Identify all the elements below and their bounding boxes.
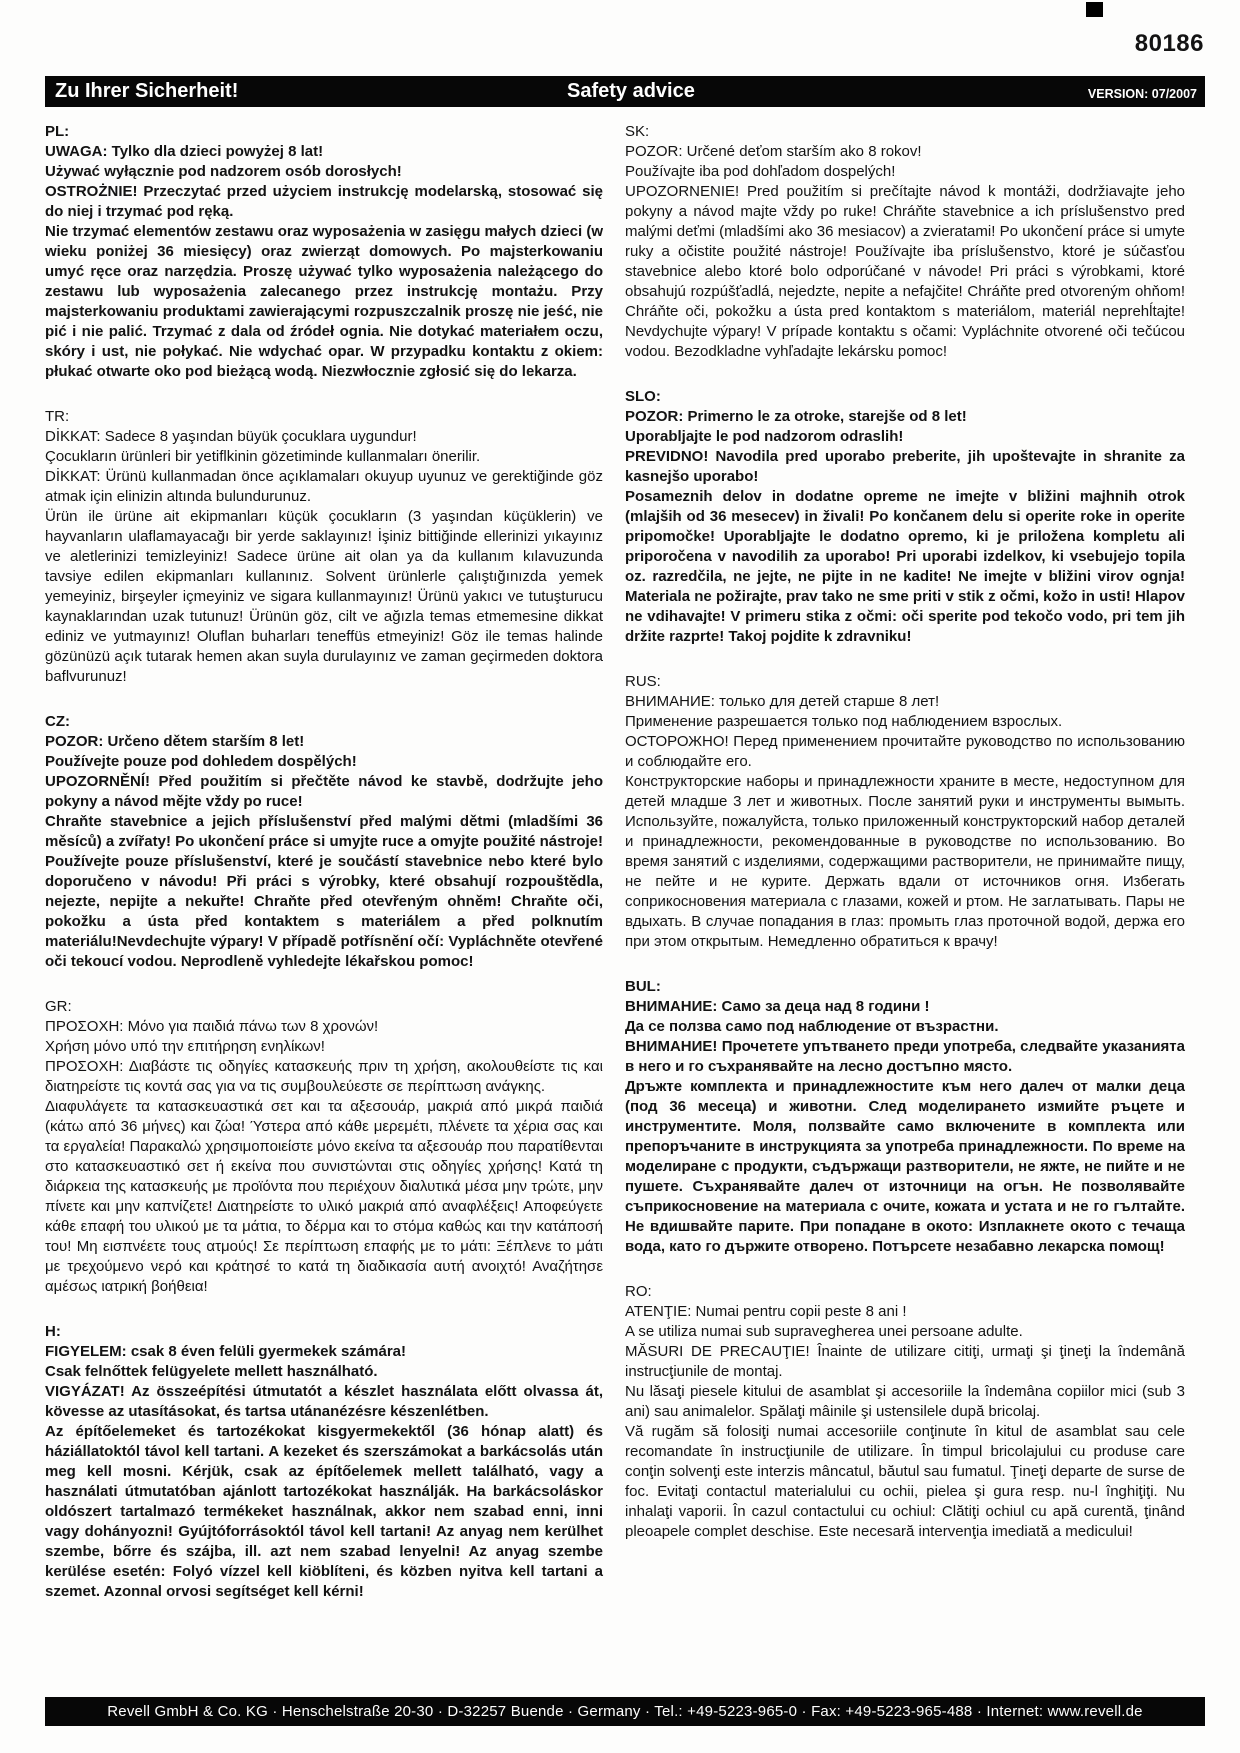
section-gr xyxy=(45,997,603,1297)
header-title-english: Safety advice xyxy=(567,80,695,102)
safety-paragraph: Posameznih delov in dodatne opreme ne imejte v bližini majhnih otrok (mlajših od 36 mesecev) in živali! Po končanem delu si operite roke in operite pripomočke! Uporabljajte le dodatno opremo, ki je priložena kompletu ali priporočena v navodilih za uporabo! Pri uporabi izdelkov, ki vsebujejo topila oz. razredčila, ne jejte, ne pijte in ne kadite! Ne imejte v bližini virov ognja! Materiala ne požirajte, prav tako ne sme priti v stik z očmi, kožo in usti! Hlapov ne vdihavajte! V primeru stika z očmi: oči sperite pod tekočo vodo, pri tem jih držite razprte! Takoj pojdite k zdravniku! xyxy=(625,488,1185,645)
safety-paragraph: Používejte pouze pod dohledem dospělých! xyxy=(45,753,357,770)
safety-paragraph: Chraňte stavebnice a jejich příslušenství před malými dětmi (mladšími 36 měsíců) a zvířaty! Po ukončení práce si umyjte ruce a omyjte použité nástroje! Používejte pouze příslušenství, které je součástí stavebnice nebo které bylo doporučeno v návodu! Při práci s výrobky, které obsahují rozpouštědla, nejezte, nepijte a nekuřte! Chraňte před otevřeným ohněm! Chraňte oči, pokožku a ústa před kontaktem s materiálem a před polknutím materiálu!Nevdechujte výpary! V případě potřísnění očí: Vypláchněte otevřené oči tekoucí vodou. Neprodleně vyhledejte lékařskou pomoc! xyxy=(45,813,603,970)
kit-number: 80186 xyxy=(1134,30,1204,57)
safety-paragraph: ВНИМАНИЕ: Само за деца над 8 години ! xyxy=(625,998,930,1015)
safety-paragraph: Да се ползва само под наблюдение от възрастни. xyxy=(625,1018,999,1035)
safety-paragraph: VIGYÁZAT! Az összeépítési útmutatót a készlet használata előtt olvassa át, kövesse az utasításokat, és tartsa utánanézésre készenlétben. xyxy=(45,1383,603,1420)
section-tr xyxy=(45,407,603,687)
header-bar xyxy=(45,76,1205,107)
safety-paragraph: ОСТОРОЖНО! Перед применением прочитайте руководство по использованию и соблюдайте его. xyxy=(625,733,1185,770)
safety-paragraph: Дръжте комплекта и принадлежностите към него далеч от малки деца (под 36 месеца) и животни. След моделирането измийте ръцете и инструментите. Моля, ползвайте само включените в комплекта или препоръчаните в инструкцията за употреба принадлежности. По време на моделиране с продукти, съдържащи разтворители, не яжте, не пийте и не пушете. Съхранявайте далеч от източници на огън. Не позволявайте съприкосновение на материала с очите, кожата и устата и не го гълтайте. Не вдишвайте парите. При попадане в окото: Изплакнете окото с течаща вода, като го държите отворено. Потърсете незабавно лекарска помощ! xyxy=(625,1078,1185,1255)
section-slo xyxy=(625,387,1185,647)
safety-paragraph: Χρήση μόνο υπό την επιτήρηση ενηλίκων! xyxy=(45,1038,325,1055)
safety-paragraph: ВНИМАНИЕ: только для детей старше 8 лет! xyxy=(625,693,940,710)
safety-paragraph: MĂSURI DE PRECAUŢIE! Înainte de utilizare citiţi, urmaţi şi ţineţi la îndemână instrucţiunile de montaj. xyxy=(625,1343,1185,1380)
safety-paragraph: ATENŢIE: Numai pentru copii peste 8 ani ! xyxy=(625,1303,907,1320)
section-bul xyxy=(625,977,1185,1257)
section-sk xyxy=(625,122,1185,362)
left-column xyxy=(45,122,603,1627)
safety-paragraph: Çocukların ürünleri bir yetiflkinin gözetiminde kullanmaları önerilir. xyxy=(45,448,481,465)
corner-print-mark xyxy=(1086,2,1103,17)
safety-paragraph: UPOZORNENIE! Pred použitím si prečítajte návod k montáži, dodržiavajte jeho pokyny a návod majte vždy po ruke! Chráňte stavebnice a ich príslušenstvo pred malými deťmi (mladšími ako 36 mesiacov) a zvieratami! Po ukončení práce si umyte ruky a očistite použité nástroje! Používajte iba príslušenstvo, ktoré je súčasťou stavebnice alebo ktoré bolo odporúčané v návode! Pri práci s výrobkami, ktoré obsahujú rozpúšťadlá, nejedzte, nepite a nefajčite! Chráňte pred otvoreným ohňom! Chráňte oči, pokožku a ústa pred kontaktom s materiálom, materiál neprehĺtajte! Nevdychujte výpary! V prípade kontaktu s očami: Vypláchnite otvorené oči tečúcou vodou. Bezodkladne vyhľadajte lekársku pomoc! xyxy=(625,183,1185,360)
safety-paragraph: ΠΡΟΣΟΧΗ: Μόνο για παιδιά πάνω των 8 χρονών! xyxy=(45,1018,379,1035)
header-title-german: Zu Ihrer Sicherheit! xyxy=(55,80,239,102)
safety-paragraph: FIGYELEM: csak 8 éven felüli gyermekek számára! xyxy=(45,1343,407,1360)
language-code-ro: RO: xyxy=(625,1283,652,1300)
footer-bar xyxy=(45,1697,1205,1726)
safety-paragraph: Nu lăsaţi piesele kitului de asamblat şi accesoriile la îndemâna copiilor mici (sub 3 ani) sau animalelor. Spălaţi mâinile şi ustensilele după bricolaj. xyxy=(625,1383,1185,1420)
safety-paragraph: Διαφυλάγετε τα κατασκευαστικά σετ και τα αξεσουάρ, μακριά από μικρά παιδιά (κάτω από 36 μήνες) και ζώα! Ύστερα από κάθε μερεμέτι, πλένετε τα χέρια σας και τα εργαλεία! Παρακαλώ χρησιμοποιείστε μόνο εκείνα τα αξεσουάρ που παρατίθενται στο κατασκευαστικό σετ ή εκείνα που συνιστώνται στις οδηγίες χρήσης! Κατά τη διάρκεια της κατασκευής με προϊόντα που περιέχουν διαλυτικά μέσα μην τρώτε, μην πίνετε και μην καπνίζετε! Διατηρείστε το υλικό μακριά από αναφλέξεις! Αποφεύγετε κάθε επαφή του υλικού με τα μάτια, το δέρμα και το στόμα καθώς και την κατάποσή του! Μη εισπνέετε τους ατμούς! Σε περίπτωση επαφής με το μάτι: Ξέπλενε το μάτι με τρεχούμενο νερό και κράτησέ το κατά τη διαδικασία αυτή ανοιχτό! Αναζήτησε αμέσως ιατρική βοήθεια! xyxy=(45,1098,604,1295)
section-rus xyxy=(625,672,1185,952)
language-code-cz: CZ: xyxy=(45,713,70,730)
safety-paragraph: UPOZORNĚNÍ! Před použitím si přečtěte návod ke stavbě, dodržujte jeho pokyny a návod mějte vždy po ruce! xyxy=(45,773,603,810)
language-code-bul: BUL: xyxy=(625,978,661,995)
safety-paragraph: Używać wyłącznie pod nadzorem osób dorosłych! xyxy=(45,163,402,180)
safety-paragraph: Používajte iba pod dohľadom dospelých! xyxy=(625,163,896,180)
safety-paragraph: Vă rugăm să folosiţi numai accesoriile conţinute în kitul de asamblat sau cele recomandate în instrucţiunile de utilizare. În timpul bricolajului cu produse care conţin solvenţi este interzis mâncatul, băutul sau fumatul. Ţineţi departe de surse de foc. Evitaţi contactul materialului cu ochii, pielea şi gura resp. nu-l înghiţiţi. Nu inhalaţi vaporii. În cazul contactului cu ochiul: Clătiţi ochiul cu apă curentă, ţinând pleoapele complet deschise. Este necesară intervenţia imediată a medicului! xyxy=(625,1423,1185,1540)
language-code-sk: SK: xyxy=(625,123,650,140)
safety-paragraph: PREVIDNO! Navodila pred uporabo preberite, jih upoštevajte in shranite za kasnejšo uporabo! xyxy=(625,448,1185,485)
safety-paragraph: Uporabljajte le pod nadzorom odraslih! xyxy=(625,428,904,445)
safety-paragraph: POZOR: Určené deťom starším ako 8 rokov! xyxy=(625,143,922,160)
language-code-h: H: xyxy=(45,1323,61,1340)
section-pl xyxy=(45,122,603,382)
language-code-slo: SLO: xyxy=(625,388,661,405)
safety-paragraph: A se utiliza numai sub supravegherea unei persoane adulte. xyxy=(625,1323,1023,1340)
section-h xyxy=(45,1322,603,1602)
section-ro xyxy=(625,1282,1185,1542)
safety-paragraph: Ürün ile ürüne ait ekipmanları küçük çocukların (3 yaşından küçüklerin) ve hayvanların ulaflamayacağı bir yerde saklayınız! İşiniz bittiğinde ellerinizi yıkayınız ve aletlerinizi temizleyiniz! Sadece ürüne ait olan ya da kullanım kılavuzunda tavsiye edilen ekipmanları kullanınız. Solvent ürünlerle çalıştığınızda yemek yemeyiniz, birşeyler içmeyiniz ve sigara kullanmayınız! Ürünü yakıcı ve tutuşturucu kaynaklarından uzak tutunuz! Ürünün göz, cilt ve ağızla temas etmemesine dikkat ediniz ve yutmayınız! Oluflan buharları teneffüs etmeyiniz! Göz ile temas halinde gözünüzü açık tutarak hemen akan suyla durulayınız ve zaman geçirmeden doktora baflvurunuz! xyxy=(45,508,603,685)
safety-paragraph: OSTROŻNIE! Przeczytać przed użyciem instrukcję modelarską, stosować się do niej i trzymać pod ręką. xyxy=(45,183,603,220)
language-code-rus: RUS: xyxy=(625,673,661,690)
language-code-gr: GR: xyxy=(45,998,72,1015)
safety-paragraph: DİKKAT: Ürünü kullanmadan önce açıklamaları okuyup uyunuz ve gerektiğinde göz atmak için elinizin altında bulundurunuz. xyxy=(45,468,603,505)
safety-paragraph: Применение разрешается только под наблюдением взрослых. xyxy=(625,713,1063,730)
footer-contact-info: Revell GmbH & Co. KG · Henschelstraße 20-30 · D-32257 Buende · Germany · Tel.: +49-5223-965-0 · Fax: +49-5223-965-488 · Internet: www.revell.de xyxy=(107,1703,1143,1720)
language-code-tr: TR: xyxy=(45,408,70,425)
language-code-pl: PL: xyxy=(45,123,70,140)
safety-paragraph: ВНИМАНИЕ! Прочетете упътването преди употреба, следвайте указанията в него и го съхранявайте на лесно достъпно място. xyxy=(625,1038,1185,1075)
safety-paragraph: Конструкторские наборы и принадлежности храните в месте, недоступном для детей младше 3 лет и животных. После занятий руки и инструменты вымыть. Используйте, пожалуйста, только приложенный конструкторский набор деталей и принадлежности, рекомендованные в руководстве по использованию. Во время занятий с изделиями, содержащими растворители, не принимайте пищу, не пейте и не курите. Держать вдали от источников огня. Избегать соприкосновения материала с глазами, кожей и ртом. Не заглатывать. Пары не вдыхать. В случае попадания в глаз: промыть глаз проточной водой, держа его при этом открытым. Немедленно обратиться к врачу! xyxy=(625,773,1185,950)
safety-paragraph: ΠΡΟΣΟΧΗ: Διαβάστε τις οδηγίες κατασκευής πριν τη χρήση, ακολουθείστε τις και διατηρείστε τις κοντά σας για να τις συμβουλεύεστε σε περίπτωση ανάγκης. xyxy=(45,1058,603,1095)
section-cz xyxy=(45,712,603,972)
safety-paragraph: Az építőelemeket és tartozékokat kisgyermekektől (36 hónap alatt) és háziállatoktól távol kell tartani. A kezeket és szerszámokat a barkácsolás után meg kell mosni. Kérjük, csak az építőelemek mellett található, vagy a használati útmutatóban ajánlott tartozékokat használják. Ha barkácsoláskor oldószert tartalmazó termékeket használnak, akkor nem szabad enni, inni vagy dohányozni! Gyújtóforrásoktól távol kell tartani! Az anyag nem kerülhet szembe, bőrre és szájba, ill. azt nem szabad lenyelni! Az anyag szembe kerülése esetén: Folyó vízzel kell kiöblíteni, és közben nyitva kell tartani a szemet. Azonnal orvosi segítséget kell kérni! xyxy=(45,1423,603,1600)
safety-paragraph: Nie trzymać elementów zestawu oraz wyposażenia w zasięgu małych dzieci (w wieku poniżej 36 miesięcy) oraz zwierząt domowych. Po majsterkowaniu umyć ręce oraz narzędzia. Proszę używać tylko wyposażenia należącego do zestawu lub wyposażenia zalecanego przez instrukcję montażu. Przy majsterkowaniu produktami zawierającymi rozpuszczalnik proszę nie jeść, nie pić i nie palić. Trzymać z dala od źródeł ognia. Nie dotykać materiałem oczu, skóry i ust, nie połykać. Nie wdychać opar. W przypadku kontaktu z okiem: płukać otwarte oko pod bieżącą wodą. Niezwłocznie zgłosić się do lekarza. xyxy=(45,223,603,380)
safety-paragraph: POZOR: Určeno dětem starším 8 let! xyxy=(45,733,305,750)
right-column xyxy=(625,122,1185,1567)
safety-paragraph: DİKKAT: Sadece 8 yaşından büyük çocuklara uygundur! xyxy=(45,428,417,445)
safety-paragraph: UWAGA: Tylko dla dzieci powyżej 8 lat! xyxy=(45,143,324,160)
safety-paragraph: Csak felnőttek felügyelete mellett használható. xyxy=(45,1363,378,1380)
version-label: VERSION: 07/2007 xyxy=(1087,87,1197,101)
safety-paragraph: POZOR: Primerno le za otroke, starejše od 8 let! xyxy=(625,408,967,425)
